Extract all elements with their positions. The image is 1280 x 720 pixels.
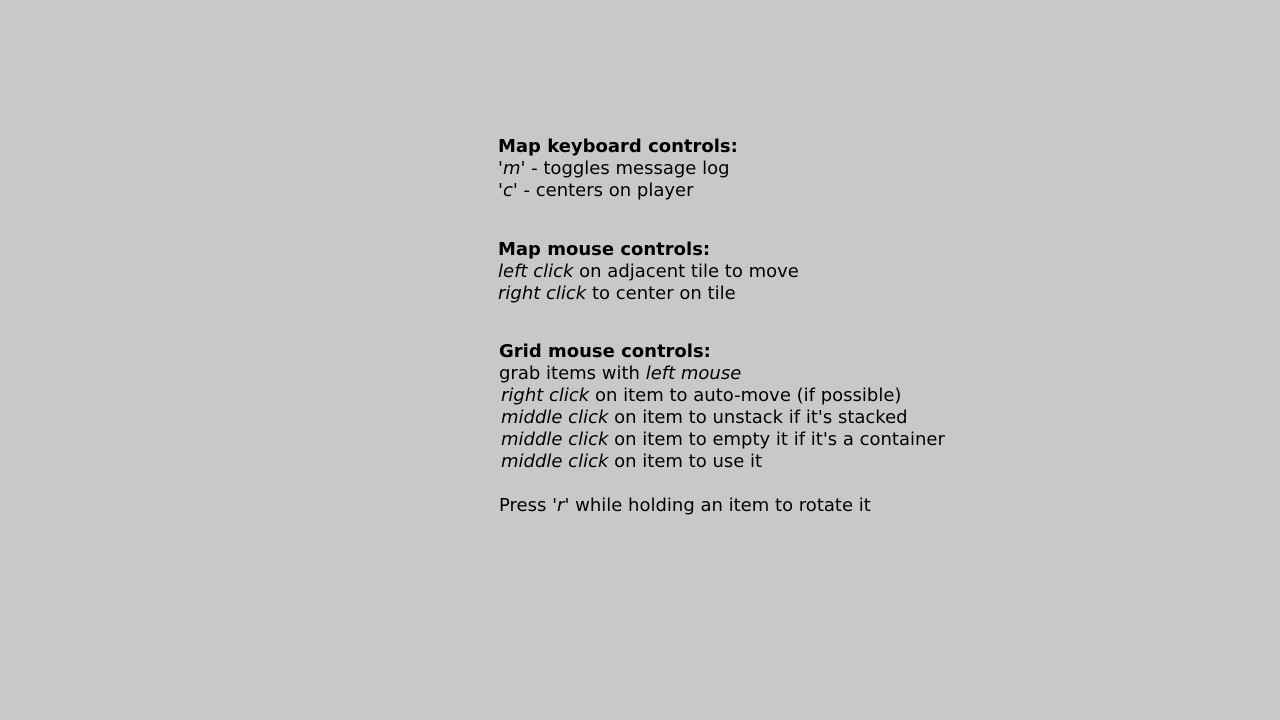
grid-right-click-description: on item to auto-move (if possible) [589, 385, 902, 406]
map-mouse-controls-section [498, 239, 1058, 305]
left-click-description: on adjacent tile to move [573, 261, 799, 282]
middle-click-label: middle click [501, 451, 609, 472]
grid-mouse-controls-heading: Grid mouse controls: [499, 341, 711, 362]
key-m: 'm' [498, 158, 526, 179]
key-r: 'r' [552, 495, 570, 516]
grid-right-click-label: right click [501, 385, 590, 406]
map-mouse-left-click [498, 261, 1058, 283]
key-c-description: - centers on player [517, 180, 694, 201]
middle-click-label: middle click [501, 429, 609, 450]
key-c: 'c' [498, 180, 518, 201]
map-keyboard-controls-section [498, 136, 1058, 202]
map-mouse-controls-heading: Map mouse controls: [498, 239, 711, 260]
grab-prefix: grab items with [499, 363, 646, 384]
grid-middle-click-empty [499, 429, 1059, 451]
right-click-description: to center on tile [586, 283, 736, 304]
keyboard-control-m [498, 158, 1058, 180]
middle-click-unstack-description: on item to unstack if it's stacked [608, 407, 908, 428]
keyboard-control-c [498, 180, 1058, 202]
rotate-suffix: while holding an item to rotate it [569, 495, 871, 516]
grid-right-click [499, 385, 1059, 407]
right-click-label: right click [498, 283, 587, 304]
grid-middle-click-use [499, 451, 1059, 473]
grid-middle-click-unstack [499, 407, 1059, 429]
grid-mouse-controls-section [499, 341, 1059, 473]
grid-grab-items [499, 363, 1059, 385]
key-m-description: - toggles message log [525, 158, 730, 179]
middle-click-use-description: on item to use it [608, 451, 763, 472]
middle-click-empty-description: on item to empty it if it's a container [608, 429, 945, 450]
map-keyboard-controls-heading: Map keyboard controls: [498, 136, 738, 157]
middle-click-label: middle click [501, 407, 609, 428]
rotate-prefix: Press [499, 495, 553, 516]
map-mouse-right-click [498, 283, 1058, 305]
grab-left-mouse-label: left mouse [645, 363, 742, 384]
rotate-instruction [499, 495, 871, 517]
left-click-label: left click [498, 261, 574, 282]
